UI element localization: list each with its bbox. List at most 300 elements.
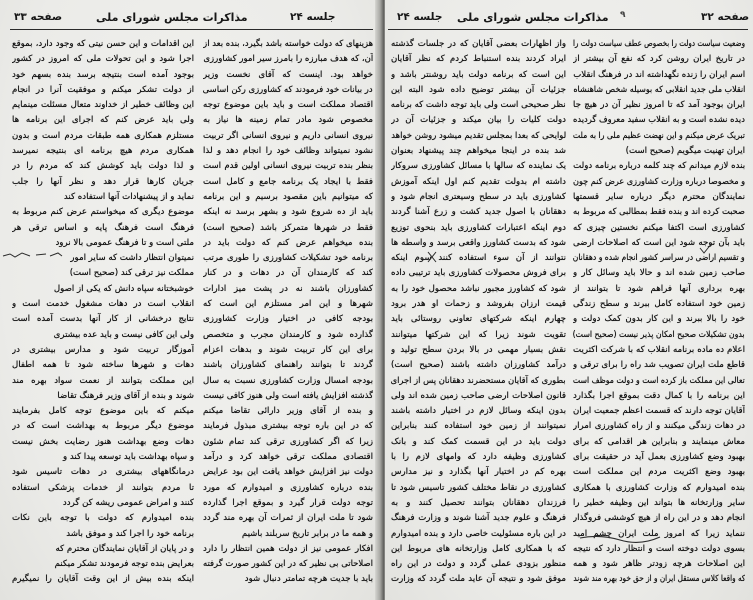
text-line-content: ایران تهنیت میگویم (صحیح است) (625, 146, 745, 157)
text-line-content: و در پایان از آقایان نمایندگان محترم که (55, 543, 194, 554)
text-line-content: واز اظهارات بعضی آقایان که در جلسات گذشته (391, 39, 566, 49)
text-line-content: بهره کم در اختیار آنها بگذارد و نیز مدارس (391, 467, 566, 478)
text-line (203, 328, 373, 343)
text-line (203, 205, 373, 220)
text-line (573, 527, 745, 542)
text-line-content: موضوع دیگری که میخواستم عرض کنم مربوط به (12, 207, 194, 218)
text-line (573, 419, 745, 434)
text-line-content: موضوع دیگر مربوط به بهداشت است که در (12, 421, 194, 432)
text-line-content: باید با جدیت هرچه تمامتر دنبال شود (244, 574, 373, 585)
text-line-content: بهبود وضع کشاورزی بعمل آید در حقیقت برای (573, 452, 745, 463)
text-line (203, 221, 373, 236)
text-line (573, 435, 745, 450)
text-line (573, 511, 745, 526)
text-line-content: شود تا ملت ایران از ثمرات آن بهره مند گردد (203, 513, 373, 524)
text-line-content: نظر صحیحی است ولی باید توجه داشت که برنامه (391, 100, 566, 111)
text-line (573, 113, 745, 128)
text-line (203, 144, 373, 159)
text-line-content: دیده نشده است و به انقلاب سفید معروف گردیده (573, 115, 745, 126)
text-line (391, 328, 566, 343)
text-line (391, 542, 566, 557)
text-line-content: جزئیات آن بیشتر توضیح داده شود البته این (391, 84, 566, 95)
text-line (203, 68, 373, 83)
text-line (391, 389, 566, 404)
text-line-content: اینکه بنده بیش از این وقت آقایان را نمیگیرم (12, 574, 194, 585)
text-line-content: توجه دولت قرار گیرد و بموقع اجرا گذارده (203, 497, 373, 508)
text-line (203, 37, 373, 52)
left-page-left-column (12, 37, 194, 593)
text-line (573, 98, 745, 113)
text-line-content: و تقسیم اراضی در سراسر کشور انجام شده و دهقانان (573, 253, 745, 264)
text-line (12, 435, 194, 450)
right-page-left-column (391, 37, 566, 593)
text-line (391, 83, 566, 98)
text-line (12, 83, 194, 98)
text-line-content: فرهنگ و علوم جدید آشنا شوند و وزارت فرهنگ (391, 513, 566, 524)
text-line (391, 236, 566, 251)
text-line (203, 572, 373, 587)
text-line-content: اصلاحاتی بی نظیر که در این کشور صورت گرفته (203, 559, 373, 570)
text-line (203, 419, 373, 434)
text-line (12, 465, 194, 480)
text-line-content: قاطع ملت ایران تصویب شد راه را برای ترقی و (573, 360, 745, 371)
text-line (573, 343, 745, 358)
text-line-content: انقلاب است در دهات مشغول خدمت است و (12, 299, 194, 310)
text-line (203, 527, 373, 542)
text-line-content: افکار عمومی نیز از دولت همین انتظار را دارد (203, 543, 373, 554)
text-line-content: برنامه خود را اجرا کند و موفق باشد (66, 528, 194, 539)
left-page-number: صفحه ۳۳ (14, 11, 63, 23)
text-line-content: بدون تشکیلات صحیح امکان پذیر نیست (صحیح است) (573, 329, 745, 340)
text-line (203, 358, 373, 373)
text-line (203, 52, 373, 67)
text-line (12, 557, 194, 572)
text-line (391, 374, 566, 389)
text-line-content: اقتصادی مملکت ترقی خواهد کرد و درآمد (203, 452, 373, 463)
right-header-rule (388, 29, 748, 30)
text-line (203, 297, 373, 312)
text-line (573, 297, 745, 312)
text-line (391, 496, 566, 511)
text-line (12, 159, 194, 174)
text-line-content: زمین خود استفاده کامل ببرند و سطح زندگی (573, 299, 745, 310)
text-line-content: باید از ده شروع شود و بشهر برسد نه اینکه (203, 207, 373, 218)
text-line-content: در تاریخ ایران روشن کرد که نفع آن بیشتر از (573, 54, 745, 65)
text-line (203, 450, 373, 465)
text-line (203, 175, 373, 190)
text-line (203, 481, 373, 496)
text-line (573, 52, 745, 67)
text-line-content: و همه ما در برابر تاریخ سربلند باشیم (241, 528, 373, 539)
text-line (12, 297, 194, 312)
text-line-content: کشاورزی است اکتفا میکنم نخستین چیزی که (573, 222, 745, 233)
text-line (391, 190, 566, 205)
text-line (573, 404, 745, 419)
text-line-content: بنده امیدوارم که دولت با توجه باین نکات (12, 513, 194, 524)
text-line-content: آموزگار تربیت شود و مدارس بیشتری در (12, 344, 194, 355)
text-line-content: برای این کار تربیت شوند و بدهات اعزام (203, 344, 373, 355)
text-line (573, 159, 745, 174)
text-line (391, 251, 566, 266)
text-line (573, 389, 745, 404)
text-line-content: بطوری که آقایان مستحضرند دهقانان پس از اجرای (391, 375, 566, 386)
text-line (391, 282, 566, 297)
text-line-content: چهارم اینکه شرکتهای تعاونی روستائی باید (391, 314, 566, 325)
text-line-content: باید بآن توجه شود این است که اصلاحات ارضی (573, 237, 745, 248)
left-page-running-title: مذاکرات مجلس شورای ملی (96, 11, 248, 24)
text-line (12, 572, 194, 587)
text-line (391, 511, 566, 526)
text-line-content: این مملکت بتوانند از نعمت سواد بهره مند (12, 375, 194, 386)
text-line (573, 190, 745, 205)
text-line-content: دولت نیز افزایش خواهد یافت این بود عرایض (203, 467, 373, 478)
text-line (12, 190, 194, 205)
text-line-content: شوند و بنده از آقای وزیر فرهنگ تقاضا (57, 390, 194, 401)
text-line (573, 557, 745, 572)
text-line-content: دهات و شهرها ساخته شود تا همه اطفال (12, 360, 194, 371)
text-line (203, 511, 373, 526)
text-line-content: نقش بسیار مهمی در بالا بردن سطح تولید و (391, 344, 566, 355)
text-line (203, 542, 373, 557)
text-line (12, 374, 194, 389)
text-line-content: ایران بوجود آمد که تا امروز نظیر آن در هیچ جا (573, 100, 745, 111)
text-line-content: بعرایض بنده توجه فرمودند تشکر میکنم (54, 559, 194, 570)
text-line-content: و لذا دولت باید کوشش کند که مردم را در (12, 161, 194, 172)
text-line (391, 52, 566, 67)
text-line-content: همکاری مردم هیچ برنامه ای بنتیجه نمیرسد (12, 146, 194, 157)
right-page-number: صفحه ۳۲ (701, 11, 750, 23)
text-line (573, 251, 745, 266)
text-line (391, 113, 566, 128)
text-line (573, 266, 745, 281)
text-line (573, 542, 745, 557)
text-line (203, 236, 373, 251)
text-line (391, 98, 566, 113)
text-line-content: این است که برنامه دولت باید روشنتر باشد و (391, 69, 566, 80)
text-line (12, 511, 194, 526)
right-page-running-title: مذاکرات مجلس شورای ملی (457, 11, 609, 24)
text-line-content: مملکت نیز ترقی کند (صحیح است) (69, 268, 194, 279)
text-line (203, 496, 373, 511)
text-line-content: این برنامه را با کمال دقت بموقع اجرا بگذارد (573, 390, 745, 401)
text-line (12, 527, 194, 542)
text-line (573, 358, 745, 373)
text-line-content: کشاورزان باشند نه در پشت میز ادارات (203, 283, 373, 294)
text-line (203, 98, 373, 113)
text-line-content: فقط با ایجاد یک برنامه جامع و کامل است (203, 176, 373, 187)
text-line (573, 481, 745, 496)
text-line-content: دهات وضع بهداشت هنوز رضایت بخش نیست (12, 436, 194, 447)
text-line-content: کنند و امراض عمومی ریشه کن گردد (62, 497, 194, 508)
text-line (203, 190, 373, 205)
text-line-content: کند که کارمندان آن در دهات و در کنار (203, 268, 373, 279)
text-line (573, 312, 745, 327)
text-line (573, 37, 745, 52)
text-line-content: بهره برداری آنها فراهم شود تا بتوانند از (573, 283, 745, 294)
text-line-content: مستلزم همکاری همه طبقات مردم است و بدون (12, 130, 194, 141)
text-line (391, 297, 566, 312)
text-line (573, 572, 745, 587)
text-line (391, 527, 566, 542)
text-line (203, 465, 373, 480)
text-line-content: درمانگاههای بیشتری در دهات تاسیس شود (12, 467, 194, 478)
text-line (12, 450, 194, 465)
text-line-content: آقایان توجه دارند که قسمت اعظم جمعیت ایران (573, 406, 745, 417)
text-line (573, 465, 745, 480)
text-line-content: تبریک عرض میکنم و این نهضت عظیم ملی را به ملت (573, 130, 745, 141)
text-line (12, 419, 194, 434)
text-line (203, 404, 373, 419)
text-line-content: خواهد بود. اینست که آقای نخست وزیر (203, 69, 373, 80)
text-line (573, 282, 745, 297)
text-line (391, 419, 566, 434)
text-line-content: هزینهای که دولت خواسته باشد بگیرد، بنده بعد از (203, 39, 373, 49)
text-line-content: سایر وزارتخانه ها بتواند این وظیفه خطیر را (573, 497, 745, 508)
text-line (573, 328, 745, 343)
text-line-content: میکنم که باین موضوع توجه کامل بفرمایند (12, 406, 194, 417)
text-line-content: بسوی دولت دوخته است و انتظار دارد که نتیجه (573, 543, 745, 554)
text-line (12, 236, 194, 251)
text-line-content: کشاورزی باید در سطح وسیعتری انجام شود و (391, 191, 566, 202)
text-line-content: معاش مینمایند و بنابراین هر اقدامی که برای (573, 436, 745, 447)
text-line (12, 496, 194, 511)
text-line-content: انجام دهد و در این راه از هیچ کوششی فروگذار (573, 513, 745, 524)
text-line-content: بنده لازم میدانم که چند کلمه درباره برنامه دولت (573, 161, 745, 172)
text-line (12, 343, 194, 358)
text-line-content: و مخصوصا درباره وزارت کشاورزی عرض کنم چون (573, 176, 745, 187)
text-line-content: این اصلاحات هرچه زودتر ظاهر شود و همه (573, 559, 745, 570)
text-line (12, 282, 194, 297)
text-line (573, 144, 745, 159)
text-line-content: که در این باره توجه بیشتری مبذول فرمایند (203, 421, 373, 432)
text-line-content: ولی باید عرض کنم که اجرای این برنامه ها (12, 115, 194, 126)
text-line-content: اسم ایران را زنده نگهداشته اند در فرهنگ انقلاب (573, 69, 745, 80)
text-line-content: این وظائف خطیر از خداوند متعال مسئلت مینمایم (12, 100, 194, 111)
text-line-content: از دولت تشکر میکنم و موفقیت آنرا در انجام (12, 84, 194, 95)
margin-note: ۹ (620, 10, 626, 20)
text-line-content: نمایندگان محترم دیگر درباره سایر قسمتها (573, 191, 745, 202)
text-line-content: خوشبختانه سپاه دانش که یکی از اصول (53, 283, 194, 294)
text-line (391, 557, 566, 572)
right-page-session-label: جلسه ۲۴ (397, 11, 443, 23)
text-line-content: فرزندان دهقانان بتوانند تحصیل کنند و به (391, 497, 566, 508)
text-line-content: نتوانند از آن سوء استفاده کنند سوم اینکه (391, 253, 566, 264)
text-line (12, 68, 194, 83)
text-line-content: شد بنده در اینجا میخواهم چند پیشنهاد بعنوان (391, 146, 566, 157)
text-line-content: که میتوانیم باین مقصود برسیم و این برنامه (203, 191, 373, 202)
text-line-content: نمیتوانند از زمین خود استفاده کنند بنابراین (391, 421, 566, 432)
text-line (203, 266, 373, 281)
text-line (203, 374, 373, 389)
text-line-content: برای فروش محصولات کشاورزی باید ترتیبی داده (391, 268, 566, 279)
text-line-content: ولی این کافی نیست و باید عده بیشتری (53, 329, 194, 340)
text-line-content: جریان کارها قرار دهد و نظر آنها را جلب (12, 176, 194, 187)
text-line-content: در دهات زندگی میکنند و از راه کشاورزی امرار (573, 421, 745, 432)
text-line (391, 68, 566, 83)
text-line-content: صاحب زمین شده اند و حالا باید وسائل کار و (573, 268, 745, 279)
left-page-session-label: جلسه ۲۴ (290, 11, 336, 23)
text-line (203, 251, 373, 266)
text-line (203, 159, 373, 174)
text-line-content: شود که بدست کشاورز واقعی برسد و واسطه ها (391, 237, 566, 248)
text-line (12, 52, 194, 67)
text-line (12, 144, 194, 159)
text-line (573, 236, 745, 251)
text-line-content: نماید و از پیشنهادات آنها استفاده کند (63, 191, 194, 202)
text-line-content: دهقانان با اصول جدید کشت و زرع آشنا گردند (391, 207, 566, 218)
text-line (12, 542, 194, 557)
text-line-content: صحبت کرده اند و بنده فقط بمطالبی که مربوط به (573, 207, 745, 218)
text-line (12, 37, 194, 52)
text-line-content: دولت کلیات را بیان میکند و جزئیات آن در (391, 115, 566, 126)
text-line-content: بنظر بنده تربیت نیروی انسانی اولین قدم است (203, 161, 373, 172)
text-line-content: فقط در شهرها متمرکز باشد (صحیح است) (203, 222, 373, 233)
text-line (12, 251, 194, 266)
text-line (203, 83, 373, 98)
text-line-content: بودجه امسال وزارت کشاورزی نسبت به سال (203, 375, 373, 386)
text-line-content: دوم اینکه اعتبارات کشاورزی باید بنحوی توزیع (391, 222, 566, 233)
text-line-content: و سپاه بهداشت باید توسعه پیدا کند و (62, 452, 194, 463)
text-line-content: آن، که هدف مبارزه را بامرز سیر امور کشاورزی (203, 54, 373, 65)
text-line (12, 205, 194, 220)
left-header-rule (10, 29, 373, 30)
text-line-content: مخصوص شود مادر تمام زمینه ها نیاز به (203, 115, 373, 126)
text-line (12, 358, 194, 373)
text-line-content: قانون اصلاحات ارضی صاحب زمین شده اند ولی (391, 390, 566, 401)
left-page-right-column (203, 37, 373, 593)
text-line (203, 129, 373, 144)
text-line-content: نشود نمیتواند وظائف خود را انجام دهد و لذا (203, 146, 373, 157)
text-line-content: بنده میخواهم عرض کنم که دولت باید در (203, 237, 373, 248)
text-line-content: دولت باید در این قسمت کمک کند و بانک (391, 436, 566, 447)
text-line (391, 129, 566, 144)
text-line (573, 374, 745, 389)
text-line (391, 159, 566, 174)
right-page-right-column (573, 37, 745, 593)
text-line (203, 343, 373, 358)
text-line (12, 389, 194, 404)
text-line-content: گذارده شود و کارمندان مجرب و متخصص (203, 329, 373, 340)
text-line-content: و بنده از آقای وزیر دارائی تقاضا میکنم (203, 406, 373, 417)
text-line (573, 496, 745, 511)
text-line-content: گردند تا بتوانند راهنمای کشاورزان باشند (203, 360, 373, 371)
text-line (391, 144, 566, 159)
text-line (573, 83, 745, 98)
text-line (12, 312, 194, 327)
text-line-content: ملتی است و تا فرهنگ عمومی بالا نرود (55, 237, 194, 248)
text-line (573, 68, 745, 83)
text-line (12, 404, 194, 419)
text-line-content: لوایحی که بعدا بمجلس تقدیم میشود روشن خواهد (391, 130, 566, 141)
text-line-content: زیرا که اگر کشاورزی ترقی کند تمام شئون (203, 436, 373, 447)
text-line (391, 343, 566, 358)
text-line-content: وضعیت سیاست دولت را بخصوص عطف سیاست دولت را (573, 39, 745, 49)
text-line-content: نیروی انسانی داریم و نیروی انسانی اگر تربیت (203, 130, 373, 141)
text-line (12, 175, 194, 190)
text-line (391, 221, 566, 236)
text-line (203, 435, 373, 450)
text-line (12, 221, 194, 236)
text-line-content: اعلام ده ماده برنامه انقلاب که با شرکت اکثریت (573, 344, 745, 355)
text-line-content: فرهنگ است فرهنگ پایه و اساس ترقی هر (12, 222, 194, 233)
text-line (203, 282, 373, 297)
text-line (573, 175, 745, 190)
text-line (12, 481, 194, 496)
text-line-content: این اقدامات و این حسن نیتی که وجود دارد، بموقع (12, 39, 194, 49)
text-line-content: در بیانات خود فرمودند که کشاورزی رکن اساسی (203, 84, 373, 95)
text-line (391, 37, 566, 52)
text-line-content: درآمد کشاورزان داشته باشند (صحیح است) (391, 360, 566, 371)
text-line-content: موفق شود و نتیجه آن عاید ملت گردد که وزارت (391, 574, 566, 585)
text-line-content: شهرها و این امر مستلزم این است که (203, 299, 373, 310)
text-line-content: در این باره مسئولیت خاصی دارد و بنده امیدوارم (391, 528, 566, 539)
text-line (391, 450, 566, 465)
text-line (12, 266, 194, 281)
text-line (573, 205, 745, 220)
text-line-content: اجرا شود و این تحولات ملی که امروز در کشور (12, 54, 194, 65)
text-line-content: بوجود آمده است بنتیجه برسد بنده بسهم خود (12, 69, 194, 80)
text-line-content: تعالی این مملکت باز کرده است و دولت موظف است (573, 375, 745, 386)
text-line (391, 266, 566, 281)
text-line (12, 129, 194, 144)
text-line (391, 572, 566, 587)
text-line-content: بودجه کافی در اختیار وزارت کشاورزی (203, 314, 373, 325)
text-line-content: کشاورزی در نقاط مختلف کشور تاسیس شود تا (391, 482, 566, 493)
text-line-content: بنده امیدوارم که وزارت کشاورزی با همکاری (573, 482, 745, 493)
text-line-content: نمیتوان انتظار داشت که سایر امور (70, 253, 194, 264)
text-line-content: که واقعا کلاس مستقل ایران و از حق خود بهره مند شوند (573, 574, 745, 585)
text-line (391, 465, 566, 480)
text-line (391, 205, 566, 220)
text-line-content: یک نماینده که سالها با مسائل کشاورزی سروکار (391, 161, 566, 172)
text-line-content: ننماید زیرا که امروز ملت ایران چشم امید (573, 528, 745, 539)
text-line-content: خود را بالا ببرند و این کار بدون کمک دولت و (573, 314, 745, 325)
text-line-content: انقلاب ملی جدید انقلابی که بوسیله شخص شاهنشاه (573, 84, 745, 95)
text-line (203, 312, 373, 327)
text-line (391, 481, 566, 496)
text-line-content: داشته ام بدولت تقدیم کنم اول اینکه آموزش (391, 176, 566, 187)
text-line-content: ایراد کردند بنده استنباط کردم که نظر آقایان (391, 54, 566, 65)
text-line (203, 557, 373, 572)
text-line (12, 98, 194, 113)
text-line-content: گذشته افزایش یافته است ولی هنوز کافی نیست (203, 390, 373, 401)
text-line (12, 113, 194, 128)
text-line-content: تا مردم بتوانند از خدمات پزشکی استفاده (12, 482, 194, 493)
text-line (391, 435, 566, 450)
text-line (391, 312, 566, 327)
text-line (203, 113, 373, 128)
text-line-content: شود که کشاورز مجبور نباشد محصول خود را به (391, 283, 566, 294)
text-line (203, 389, 373, 404)
text-line-content: برنامه خود تشکیلات کشاورزی را طوری مرتب (203, 253, 373, 264)
text-line-content: منظور بزودی عملی گردد و دولت در این راه (391, 559, 566, 570)
text-line-content: که با همکاری کامل وزارتخانه های مربوط این (391, 543, 566, 554)
text-line (391, 358, 566, 373)
text-line-content: بدون اینکه وسائل لازم در اختیار داشته باشند (391, 406, 566, 417)
text-line (573, 129, 745, 144)
text-line-content: کشاورزی وظیفه دارد که وامهای لازم را با (391, 452, 566, 463)
text-line-content: اقتصاد مملکت است و باید باین موضوع توجه (203, 100, 373, 111)
text-line (391, 175, 566, 190)
text-line (12, 328, 194, 343)
text-line-content: نتایج درخشانی از کار آنها بدست آمده است (12, 314, 194, 325)
text-line-content: بنده درباره کشاورزی و امیدوارم که مورد (203, 482, 373, 493)
text-line-content: تقویت شوند زیرا که این شرکتها میتوانند (391, 329, 566, 340)
text-line-content: قیمت ارزان بفروشد و زحمات او هدر برود (391, 299, 566, 310)
text-line (573, 221, 745, 236)
text-line (391, 404, 566, 419)
text-line (573, 450, 745, 465)
